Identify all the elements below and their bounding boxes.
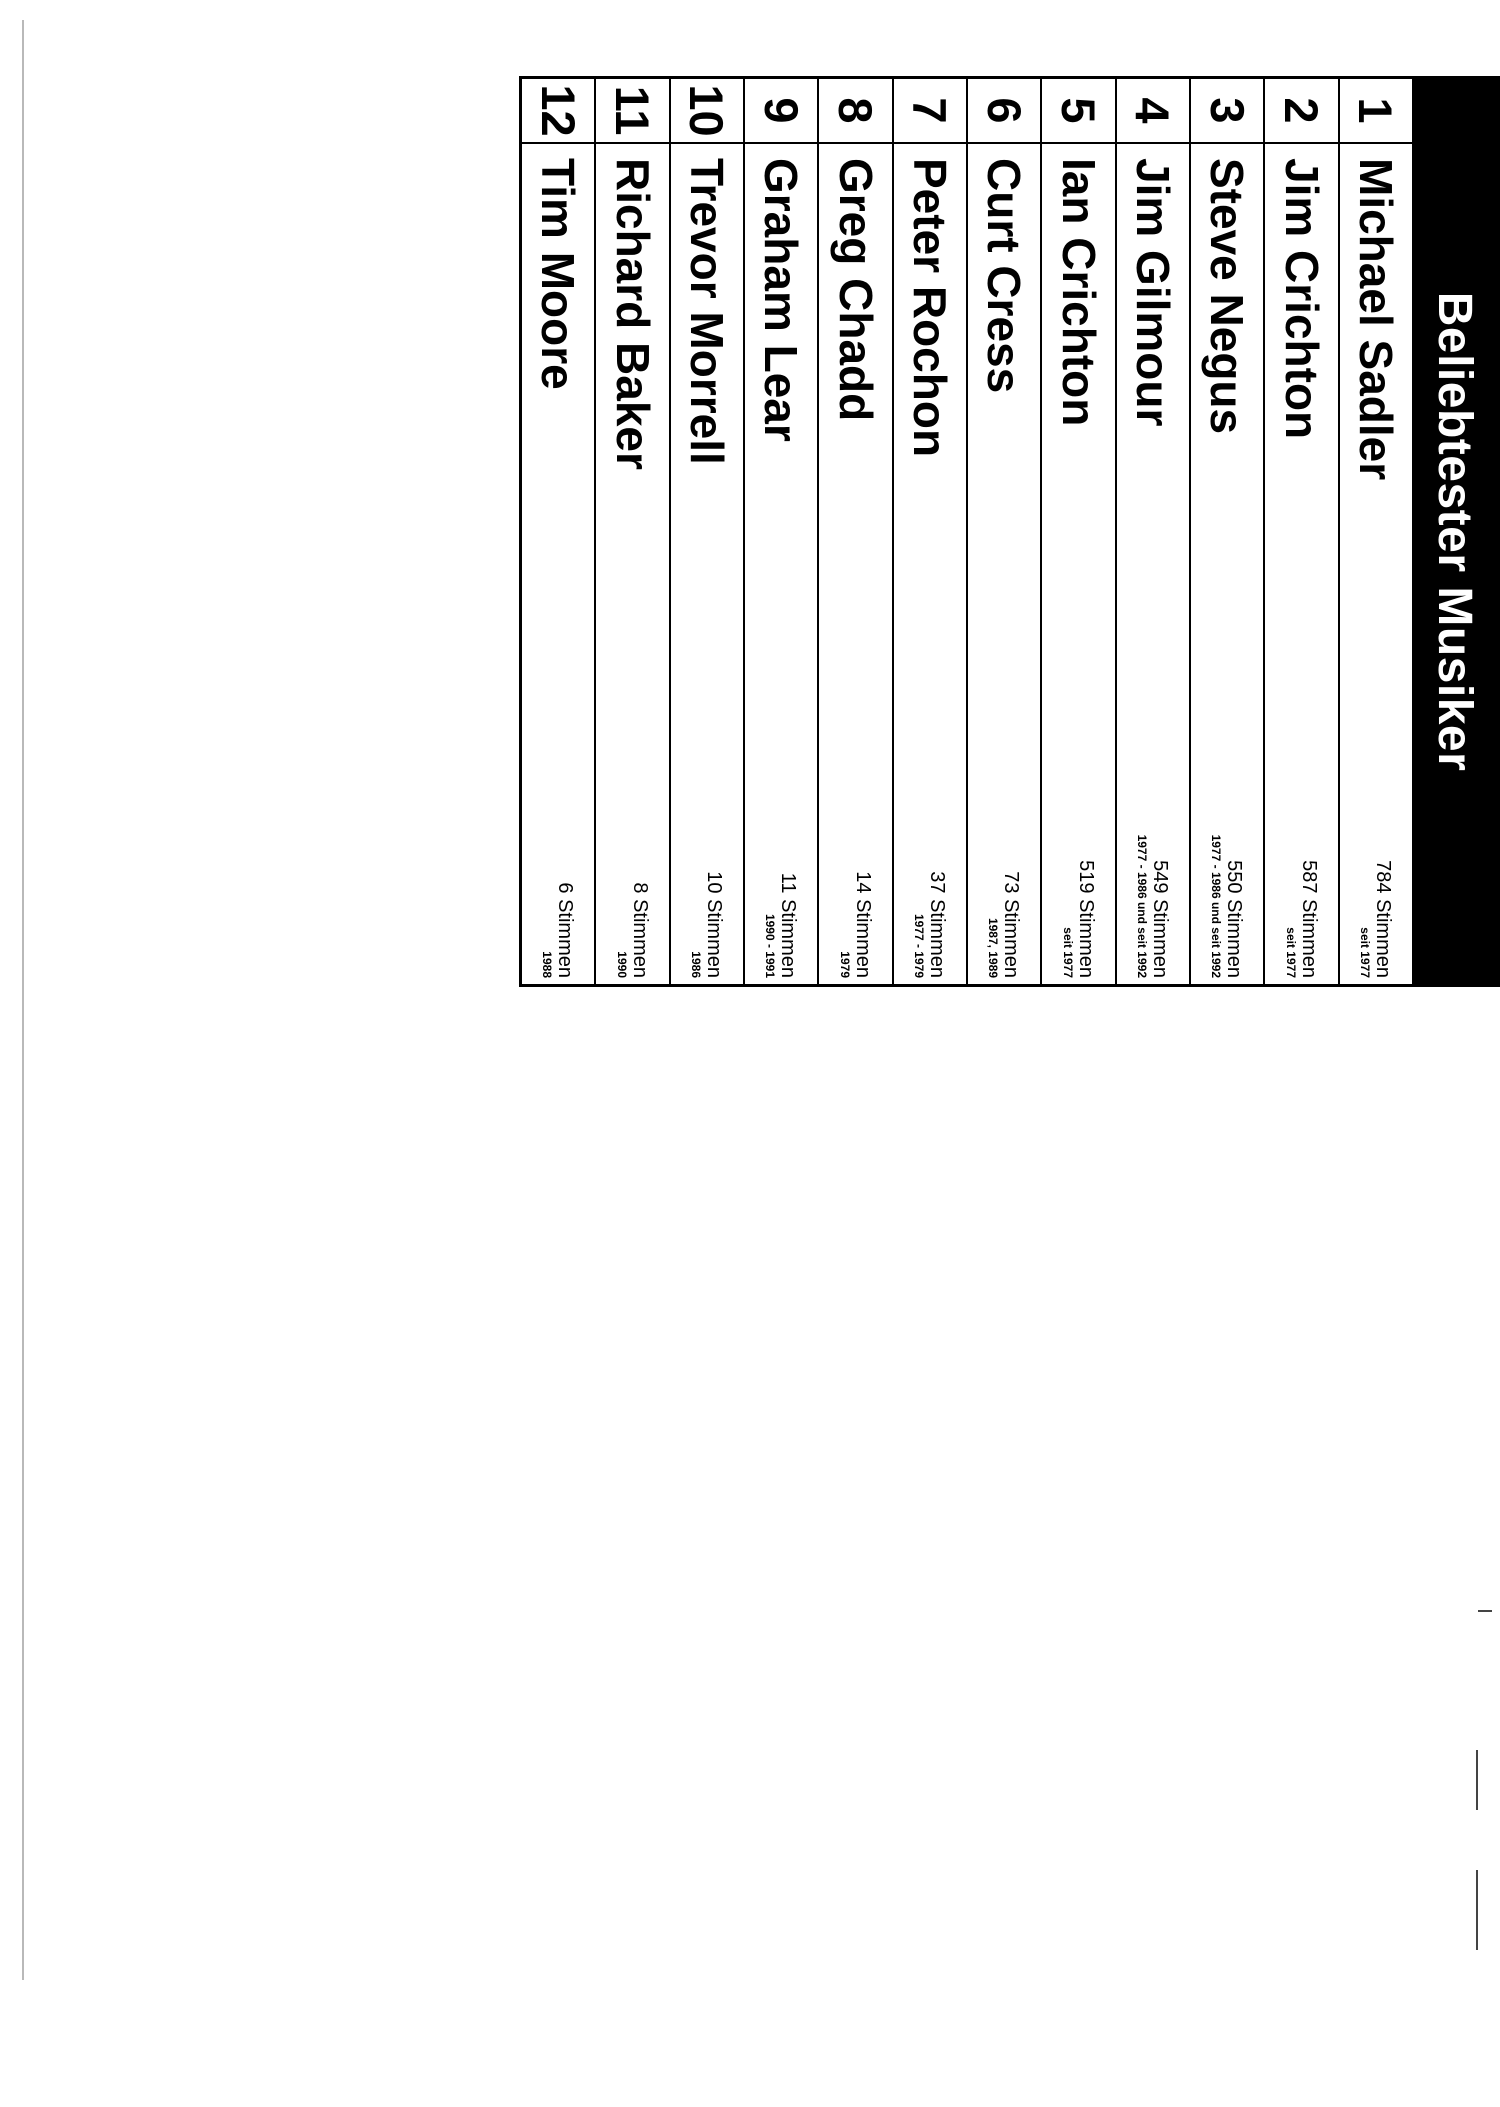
- votes-cell: [745, 803, 817, 984]
- membership-period: 1977 - 1986 und seit 1992: [1209, 834, 1224, 978]
- membership-period: seit 1977: [1060, 927, 1075, 978]
- musician-name: Peter Rochon: [903, 158, 956, 458]
- membership-period: 1979: [837, 951, 852, 978]
- rank-number: 11: [596, 79, 668, 144]
- musician-name: Greg Chadd: [829, 158, 882, 422]
- rank-number: 1: [1340, 79, 1412, 144]
- table-row: [671, 79, 745, 984]
- rank-number: 4: [1117, 79, 1189, 144]
- membership-period: 1977 - 1986 und seit 1992: [1134, 834, 1149, 978]
- votes-count: 550 Stimmen: [1223, 860, 1246, 978]
- musician-name: Jim Crichton: [1275, 158, 1328, 440]
- table-row: [968, 79, 1042, 984]
- votes-cell: [596, 803, 668, 984]
- membership-period: seit 1977: [1283, 927, 1298, 978]
- table-row: [745, 79, 819, 984]
- binder-mark: [1476, 1750, 1478, 1810]
- votes-count: 6 Stimmen: [554, 882, 577, 978]
- rank-number: 10: [671, 79, 743, 144]
- rank-number: 5: [1042, 79, 1114, 144]
- binder-mark: [1476, 1870, 1478, 1950]
- votes-count: 549 Stimmen: [1148, 860, 1171, 978]
- votes-cell: [1117, 803, 1189, 984]
- table-row: [1340, 79, 1412, 984]
- votes-count: 784 Stimmen: [1371, 860, 1394, 978]
- musician-name: Steve Negus: [1201, 158, 1254, 435]
- membership-period: 1988: [540, 951, 555, 978]
- votes-count: 10 Stimmen: [702, 871, 725, 978]
- table-row: [596, 79, 670, 984]
- votes-count: 519 Stimmen: [1074, 860, 1097, 978]
- votes-cell: [522, 803, 594, 984]
- rank-number: 9: [745, 79, 817, 144]
- votes-cell: [1340, 803, 1412, 984]
- rank-number: 12: [522, 79, 594, 144]
- musician-name: Graham Lear: [755, 158, 808, 442]
- table-row: [522, 79, 596, 984]
- musician-name: Curt Cress: [978, 158, 1031, 394]
- votes-cell: [968, 803, 1040, 984]
- votes-count: 8 Stimmen: [628, 882, 651, 978]
- rank-number: 2: [1265, 79, 1337, 144]
- table-row: [1042, 79, 1116, 984]
- membership-period: 1987, 1989: [986, 917, 1001, 978]
- votes-cell: [819, 803, 891, 984]
- musician-name: Ian Crichton: [1052, 158, 1105, 427]
- rank-number: 6: [968, 79, 1040, 144]
- table-row: [819, 79, 893, 984]
- binder-mark: [1478, 1610, 1492, 1612]
- rank-number: 3: [1191, 79, 1263, 144]
- musician-name: Trevor Morrell: [680, 158, 733, 465]
- membership-period: 1990: [614, 951, 629, 978]
- rank-number: 8: [819, 79, 891, 144]
- membership-period: seit 1977: [1357, 927, 1372, 978]
- votes-count: 73 Stimmen: [1000, 871, 1023, 978]
- musician-name: Jim Gilmour: [1126, 158, 1179, 427]
- votes-cell: [1265, 803, 1337, 984]
- ranking-table: [519, 76, 1500, 987]
- membership-period: 1977 - 1979: [911, 913, 926, 978]
- votes-count: 14 Stimmen: [851, 871, 874, 978]
- scan-edge-line: [22, 20, 24, 1980]
- votes-cell: [671, 803, 743, 984]
- table-row: [894, 79, 968, 984]
- votes-cell: [1042, 803, 1114, 984]
- votes-cell: [1191, 803, 1263, 984]
- table-title: Beliebtester Musiker: [1412, 79, 1497, 984]
- musician-name: Tim Moore: [532, 158, 585, 390]
- table-row: [1117, 79, 1191, 984]
- table-row: [1191, 79, 1265, 984]
- votes-cell: [894, 803, 966, 984]
- membership-period: 1986: [688, 951, 703, 978]
- rank-number: 7: [894, 79, 966, 144]
- votes-count: 37 Stimmen: [925, 871, 948, 978]
- votes-count: 11 Stimmen: [777, 872, 800, 978]
- musician-name: Michael Sadler: [1349, 158, 1402, 481]
- table-row: [1265, 79, 1339, 984]
- membership-period: 1990 - 1991: [763, 913, 778, 978]
- musician-name: Richard Baker: [606, 158, 659, 470]
- votes-count: 587 Stimmen: [1297, 860, 1320, 978]
